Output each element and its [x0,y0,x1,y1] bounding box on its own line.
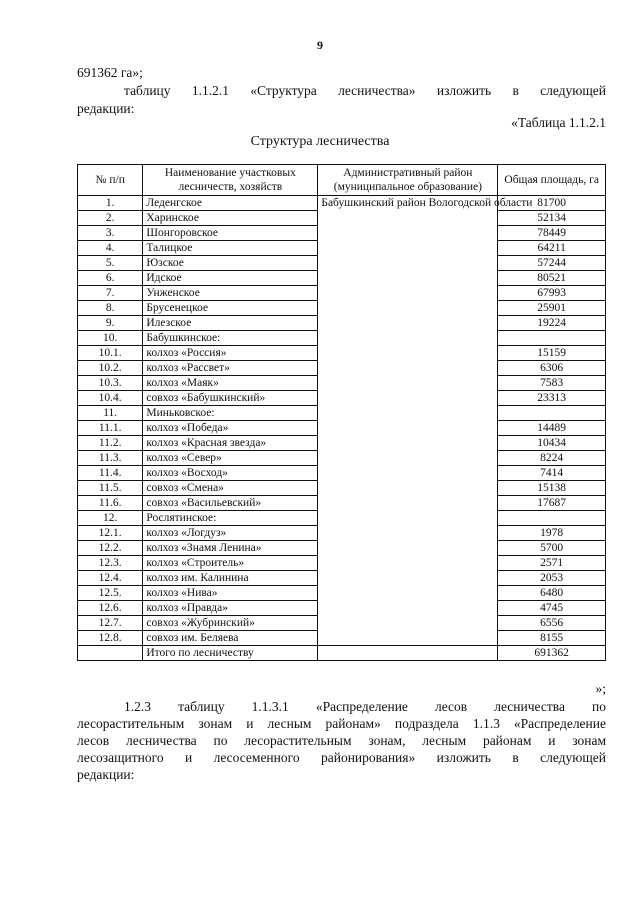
row-name: совхоз «Бабушкинский» [143,391,318,406]
header-district: Административный район (муниципальное образование) [318,165,498,196]
table-reference: «Таблица 1.1.2.1 [511,115,606,130]
row-name: Идское [143,271,318,286]
intro-line-1: 691362 га»; [77,65,143,80]
row-name: Шонгоровское [143,226,318,241]
row-name: Илезское [143,316,318,331]
table-body [78,196,606,661]
row-area: 80521 [498,271,606,286]
paragraph-line-2: лесорастительным зонам и лесным районам» подраздела 1.1.3 «Распределение [77,716,606,731]
page-number: 9 [317,38,323,52]
intro-line-3: редакции: [77,101,135,116]
row-area: 78449 [498,226,606,241]
row-name: колхоз «Логдуз» [143,526,318,541]
intro-line-2: таблицу 1.1.2.1 «Структура лесничества» изложить в следующей [124,83,606,98]
total-label: Итого по лесничеству [143,646,318,661]
row-number: 4. [78,241,143,256]
row-name: Талицкое [143,241,318,256]
row-number: 12.4. [78,571,143,586]
row-number: 3. [78,226,143,241]
row-area: 15159 [498,346,606,361]
row-number: 12.7. [78,616,143,631]
row-number: 12.8. [78,631,143,646]
row-area: 6480 [498,586,606,601]
row-number: 12. [78,511,143,526]
row-number: 12.6. [78,601,143,616]
row-area: 2053 [498,571,606,586]
row-area: 67993 [498,286,606,301]
header-num: № п/п [78,165,143,196]
row-name: колхоз «Знамя Ленина» [143,541,318,556]
header-name: Наименование участковых лесничеств, хозяйств [143,165,318,196]
row-name: колхоз «Маяк» [143,376,318,391]
row-number: 7. [78,286,143,301]
row-name: колхоз «Россия» [143,346,318,361]
row-area: 64211 [498,241,606,256]
row-number: 8. [78,301,143,316]
row-area: 8155 [498,631,606,646]
row-area [498,406,606,421]
row-number: 12.5. [78,586,143,601]
table-title: Структура лесничества [250,134,390,149]
paragraph-line-3: лесов лесничества по лесорастительным зонам, лесным районам и зонам [77,733,606,748]
row-name: Леденгское [143,196,318,211]
table-row [78,196,606,211]
total-district-cell [318,646,498,661]
row-area: 7414 [498,466,606,481]
row-number: 12.3. [78,556,143,571]
paragraph-line-4: лесозащитного и лесосеменного районирования» изложить в следующей [77,750,606,765]
row-number: 11.5. [78,481,143,496]
row-number: 11. [78,406,143,421]
row-area: 81700 [498,196,606,211]
row-name: колхоз «Восход» [143,466,318,481]
paragraph-line-1: 1.2.3 таблицу 1.1.3.1 «Распределение лесов лесничества по [124,699,606,714]
row-name: Унженское [143,286,318,301]
header-area: Общая площадь, га [498,165,606,196]
closing-mark: »; [595,681,606,696]
row-number: 12.1. [78,526,143,541]
row-name: колхоз «Победа» [143,421,318,436]
row-name: колхоз «Нива» [143,586,318,601]
row-name: Харинское [143,211,318,226]
row-number: 11.3. [78,451,143,466]
row-name: Юзское [143,256,318,271]
row-area: 15138 [498,481,606,496]
row-name: колхоз «Правда» [143,601,318,616]
row-number: 10.3. [78,376,143,391]
row-number: 10.1. [78,346,143,361]
row-number: 10.2. [78,361,143,376]
forestry-structure-table [77,164,606,661]
row-number: 6. [78,271,143,286]
row-number: 12.2. [78,541,143,556]
paragraph-line-5: редакции: [77,767,135,782]
total-number-cell [78,646,143,661]
row-name: совхоз «Жубринский» [143,616,318,631]
row-area: 23313 [498,391,606,406]
row-name: колхоз «Строитель» [143,556,318,571]
row-name: совхоз «Васильевский» [143,496,318,511]
row-name: Миньковское: [143,406,318,421]
row-name: Бабушкинское: [143,331,318,346]
row-number: 2. [78,211,143,226]
row-number: 11.4. [78,466,143,481]
row-area: 25901 [498,301,606,316]
row-number: 11.6. [78,496,143,511]
row-area: 19224 [498,316,606,331]
district-cell: Бабушкинский район Вологодской области [318,196,498,646]
table-header-row [78,165,606,196]
row-area [498,331,606,346]
row-area: 17687 [498,496,606,511]
row-number: 5. [78,256,143,271]
row-number: 10. [78,331,143,346]
row-number: 1. [78,196,143,211]
row-number: 10.4. [78,391,143,406]
row-area: 6556 [498,616,606,631]
row-area: 1978 [498,526,606,541]
row-area [498,511,606,526]
row-area: 5700 [498,541,606,556]
row-area: 52134 [498,211,606,226]
row-area: 6306 [498,361,606,376]
row-area: 4745 [498,601,606,616]
row-area: 2571 [498,556,606,571]
row-area: 8224 [498,451,606,466]
row-name: Брусенецкое [143,301,318,316]
row-name: совхоз им. Беляева [143,631,318,646]
row-name: колхоз «Север» [143,451,318,466]
row-name: колхоз «Рассвет» [143,361,318,376]
row-area: 14489 [498,421,606,436]
row-number: 11.2. [78,436,143,451]
row-name: колхоз «Красная звезда» [143,436,318,451]
total-row [78,646,606,661]
row-area: 10434 [498,436,606,451]
row-area: 57244 [498,256,606,271]
row-name: колхоз им. Калинина [143,571,318,586]
total-value: 691362 [498,646,606,661]
row-number: 9. [78,316,143,331]
row-name: совхоз «Смена» [143,481,318,496]
row-name: Рослятинское: [143,511,318,526]
row-area: 7583 [498,376,606,391]
row-number: 11.1. [78,421,143,436]
